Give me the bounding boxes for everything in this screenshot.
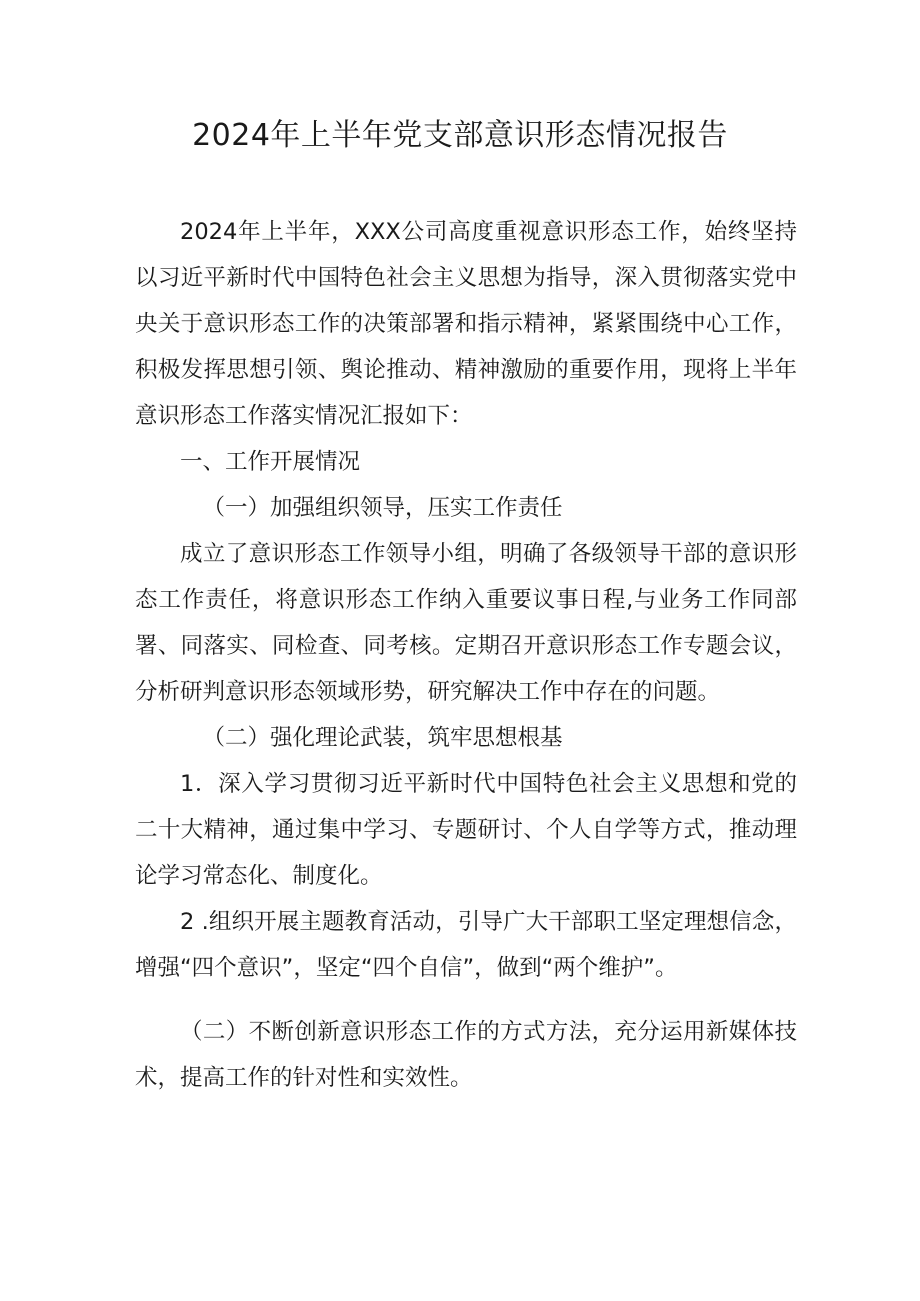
subsection-1-paragraph: 成立了意识形态工作领导小组，明确了各级领导干部的意识形态工作责任，将意识形态工作纳入重要议事日程,与业务工作同部署、同落实、同检查、同考核。定期召开意识形态工作专题会议，分析研判意识形态领域形势，研究解决工作中存在的问题。	[135, 541, 797, 705]
subsection-heading-2: （二）强化理论武装，筑牢思想根基	[202, 725, 563, 751]
document-title: 2024年上半年党支部意识形态情况报告	[192, 118, 728, 153]
subsection-heading-1: （一）加强组织领导，压实工作责任	[202, 495, 563, 521]
subsection-3-paragraph: （二）不断创新意识形态工作的方式方法，充分运用新媒体技术，提高工作的针对性和实效性。	[135, 1019, 797, 1091]
intro-paragraph: 2024年上半年，XXX公司高度重视意识形态工作，始终坚持以习近平新时代中国特色社会主义思想为指导，深入贯彻落实党中央关于意识形态工作的决策部署和指示精神，紧紧围绕中心工作，积极发挥思想引领、舆论推动、精神激励的重要作用，现将上半年意识形态工作落实情况汇报如下：	[135, 219, 797, 429]
document-body	[135, 209, 797, 1101]
list-item-1: 1．深入学习贯彻习近平新时代中国特色社会主义思想和党的二十大精神，通过集中学习、专题研讨、个人自学等方式，推动理论学习常态化、制度化。	[135, 771, 797, 889]
list-item-2: 2 .组织开展主题教育活动，引导广大干部职工坚定理想信念，增强“四个意识”，坚定“四个自信”，做到“两个维护”。	[135, 909, 797, 981]
section-heading-1: 一、工作开展情况	[180, 449, 361, 475]
